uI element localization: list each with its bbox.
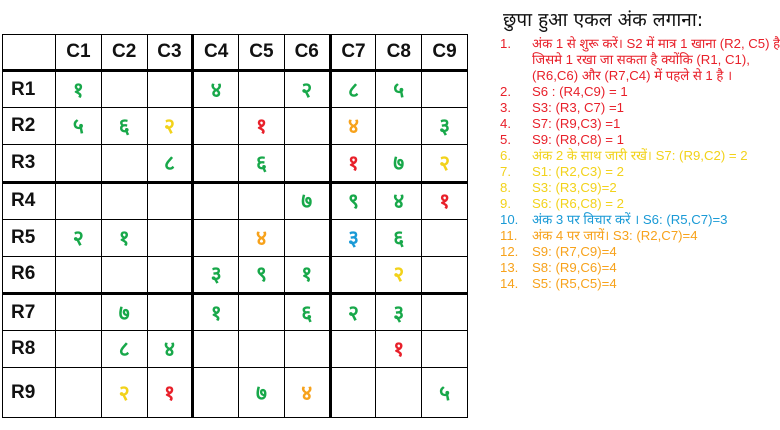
cell-r9-c2[interactable]: २ <box>101 368 147 418</box>
step-number: 6. <box>500 148 511 163</box>
grid-row-r2 <box>3 108 468 145</box>
step-item <box>500 36 780 84</box>
cell-r4-c5[interactable] <box>239 182 285 219</box>
step-number: 13. <box>500 260 519 275</box>
cell-r4-c2[interactable] <box>101 182 147 219</box>
cell-r9-c3[interactable]: १ <box>147 368 193 418</box>
step-item <box>500 164 780 180</box>
cell-r4-c6[interactable]: ७ <box>284 182 330 219</box>
cell-r5-c9[interactable] <box>422 219 468 256</box>
cell-r3-c1[interactable] <box>56 145 102 182</box>
cell-r5-c7[interactable]: ३ <box>330 219 376 256</box>
cell-r6-c4[interactable]: ३ <box>193 256 239 293</box>
cell-r9-c4[interactable] <box>193 368 239 418</box>
step-item <box>500 276 780 292</box>
cell-r2-c3[interactable]: २ <box>147 108 193 145</box>
row-header-r7: R7 <box>3 294 56 331</box>
cell-r3-c3[interactable]: ८ <box>147 145 193 182</box>
step-number: 14. <box>500 276 519 291</box>
cell-r5-c8[interactable]: ६ <box>376 219 422 256</box>
cell-r3-c8[interactable]: ७ <box>376 145 422 182</box>
grid-row-r8 <box>3 331 468 368</box>
steps-list <box>500 36 780 292</box>
cell-r4-c7[interactable]: ९ <box>330 182 376 219</box>
cell-r9-c8[interactable] <box>376 368 422 418</box>
cell-r8-c1[interactable] <box>56 331 102 368</box>
step-number: 9. <box>500 196 511 211</box>
cell-r1-c7[interactable]: ८ <box>330 71 376 108</box>
cell-r3-c2[interactable] <box>101 145 147 182</box>
step-number: 1. <box>500 36 511 51</box>
cell-r5-c4[interactable] <box>193 219 239 256</box>
row-header-r2: R2 <box>3 108 56 145</box>
cell-r6-c2[interactable] <box>101 256 147 293</box>
cell-r1-c6[interactable]: २ <box>284 71 330 108</box>
cell-r9-c7[interactable] <box>330 368 376 418</box>
cell-r5-c5[interactable]: ४ <box>239 219 285 256</box>
cell-r8-c9[interactable] <box>422 331 468 368</box>
step-text: अंक 1 से शुरू करें। S2 में मात्र 1 खाना (R2, C5) है जिसमे 1 रखा जा सकता है क्योंकि (R1, C1), (R6,C6) और (R7,C4) में पहले से 1 है । <box>532 36 780 83</box>
cell-r7-c9[interactable] <box>422 294 468 331</box>
step-item <box>500 180 780 196</box>
cell-r7-c6[interactable]: ६ <box>284 294 330 331</box>
column-header-row <box>3 35 468 71</box>
cell-r3-c4[interactable] <box>193 145 239 182</box>
step-item <box>500 116 780 132</box>
step-item <box>500 148 780 164</box>
step-number: 11. <box>500 228 518 243</box>
cell-r8-c2[interactable]: ८ <box>101 331 147 368</box>
step-item <box>500 196 780 212</box>
column-header-c7: C7 <box>330 35 376 71</box>
row-header-r9: R9 <box>3 368 56 418</box>
row-header-r8: R8 <box>3 331 56 368</box>
step-text: S8: (R9,C6)=4 <box>532 260 617 275</box>
cell-r1-c5[interactable] <box>239 71 285 108</box>
row-header-r1: R1 <box>3 71 56 108</box>
cell-r8-c3[interactable]: ४ <box>147 331 193 368</box>
cell-r5-c1[interactable]: २ <box>56 219 102 256</box>
step-number: 4. <box>500 116 511 131</box>
grid-row-r1 <box>3 71 468 108</box>
cell-r6-c8[interactable]: २ <box>376 256 422 293</box>
cell-r7-c4[interactable]: १ <box>193 294 239 331</box>
step-text: S7: (R9,C3) =1 <box>532 116 621 131</box>
cell-r2-c9[interactable]: ३ <box>422 108 468 145</box>
cell-r6-c3[interactable] <box>147 256 193 293</box>
cell-r3-c6[interactable] <box>284 145 330 182</box>
cell-r2-c7[interactable]: ४ <box>330 108 376 145</box>
step-item <box>500 260 780 276</box>
cell-r5-c3[interactable] <box>147 219 193 256</box>
step-text: S9: (R8,C8) = 1 <box>532 132 624 147</box>
step-text: S6: (R6,C8) = 2 <box>532 196 624 211</box>
grid-row-r4 <box>3 182 468 219</box>
cell-r8-c7[interactable] <box>330 331 376 368</box>
cell-r1-c9[interactable] <box>422 71 468 108</box>
sudoku-grid <box>2 34 468 418</box>
cell-r7-c7[interactable]: २ <box>330 294 376 331</box>
cell-r1-c8[interactable]: ५ <box>376 71 422 108</box>
step-text: S3: (R3,C9)=2 <box>532 180 617 195</box>
step-text: S5: (R5,C5)=4 <box>532 276 617 291</box>
cell-r3-c9[interactable]: २ <box>422 145 468 182</box>
cell-r8-c4[interactable] <box>193 331 239 368</box>
cell-r1-c1[interactable]: १ <box>56 71 102 108</box>
cell-r8-c5[interactable] <box>239 331 285 368</box>
cell-r3-c5[interactable]: ६ <box>239 145 285 182</box>
step-number: 12. <box>500 244 519 259</box>
step-text: अंक 3 पर विचार करें । S6: (R5,C7)=3 <box>532 212 728 227</box>
step-number: 2. <box>500 84 511 99</box>
cell-r9-c5[interactable]: ७ <box>239 368 285 418</box>
step-item <box>500 228 780 244</box>
column-header-c4: C4 <box>193 35 239 71</box>
cell-r7-c3[interactable] <box>147 294 193 331</box>
step-text: अंक 2 के साथ जारी रखें। S7: (R9,C2) = 2 <box>532 148 748 163</box>
cell-r7-c8[interactable]: ३ <box>376 294 422 331</box>
cell-r4-c4[interactable] <box>193 182 239 219</box>
panel-title: छुपा हुआ एकल अंक लगाना: <box>503 9 704 31</box>
step-item <box>500 132 780 148</box>
cell-r2-c8[interactable] <box>376 108 422 145</box>
step-item <box>500 100 780 116</box>
column-header-c8: C8 <box>376 35 422 71</box>
column-header-c9: C9 <box>422 35 468 71</box>
cell-r6-c5[interactable]: ९ <box>239 256 285 293</box>
cell-r7-c1[interactable] <box>56 294 102 331</box>
solution-panel <box>500 6 780 292</box>
row-header-r3: R3 <box>3 145 56 182</box>
row-header-r4: R4 <box>3 182 56 219</box>
step-text: अंक 4 पर जायें। S3: (R2,C7)=4 <box>532 228 698 243</box>
step-text: S9: (R7,C9)=4 <box>532 244 617 259</box>
step-item <box>500 212 780 228</box>
step-text: S6 : (R4,C9) = 1 <box>532 84 628 99</box>
cell-r8-c8[interactable]: १ <box>376 331 422 368</box>
cell-r2-c1[interactable]: ५ <box>56 108 102 145</box>
cell-r2-c6[interactable] <box>284 108 330 145</box>
step-number: 3. <box>500 100 511 115</box>
corner-cell <box>3 35 56 71</box>
grid-row-r7 <box>3 294 468 331</box>
cell-r2-c5[interactable]: १ <box>239 108 285 145</box>
step-text: S1: (R2,C3) = 2 <box>532 164 624 179</box>
column-header-c1: C1 <box>56 35 102 71</box>
cell-r6-c1[interactable] <box>56 256 102 293</box>
row-header-r6: R6 <box>3 256 56 293</box>
cell-r5-c6[interactable] <box>284 219 330 256</box>
grid-row-r3 <box>3 145 468 182</box>
cell-r1-c4[interactable]: ४ <box>193 71 239 108</box>
cell-r6-c6[interactable]: १ <box>284 256 330 293</box>
grid-row-r9 <box>3 368 468 418</box>
step-item <box>500 244 780 260</box>
column-header-c2: C2 <box>101 35 147 71</box>
column-header-c3: C3 <box>147 35 193 71</box>
cell-r2-c4[interactable] <box>193 108 239 145</box>
cell-r6-c9[interactable] <box>422 256 468 293</box>
row-header-r5: R5 <box>3 219 56 256</box>
step-text: S3: (R3, C7) =1 <box>532 100 624 115</box>
step-number: 10. <box>500 212 519 227</box>
cell-r7-c5[interactable] <box>239 294 285 331</box>
cell-r4-c9[interactable]: १ <box>422 182 468 219</box>
cell-r9-c1[interactable] <box>56 368 102 418</box>
column-header-c5: C5 <box>239 35 285 71</box>
cell-r5-c2[interactable]: १ <box>101 219 147 256</box>
cell-r9-c6[interactable]: ४ <box>284 368 330 418</box>
step-number: 8. <box>500 180 511 195</box>
cell-r4-c1[interactable] <box>56 182 102 219</box>
step-item <box>500 84 780 100</box>
grid-row-r5 <box>3 219 468 256</box>
cell-r1-c3[interactable] <box>147 71 193 108</box>
grid-row-r6 <box>3 256 468 293</box>
cell-r8-c6[interactable] <box>284 331 330 368</box>
cell-r1-c2[interactable] <box>101 71 147 108</box>
step-number: 5. <box>500 132 511 147</box>
cell-r2-c2[interactable]: ६ <box>101 108 147 145</box>
cell-r4-c3[interactable] <box>147 182 193 219</box>
step-number: 7. <box>500 164 511 179</box>
cell-r3-c7[interactable]: १ <box>330 145 376 182</box>
cell-r6-c7[interactable] <box>330 256 376 293</box>
cell-r9-c9[interactable]: ५ <box>422 368 468 418</box>
cell-r4-c8[interactable]: ४ <box>376 182 422 219</box>
column-header-c6: C6 <box>284 35 330 71</box>
cell-r7-c2[interactable]: ७ <box>101 294 147 331</box>
